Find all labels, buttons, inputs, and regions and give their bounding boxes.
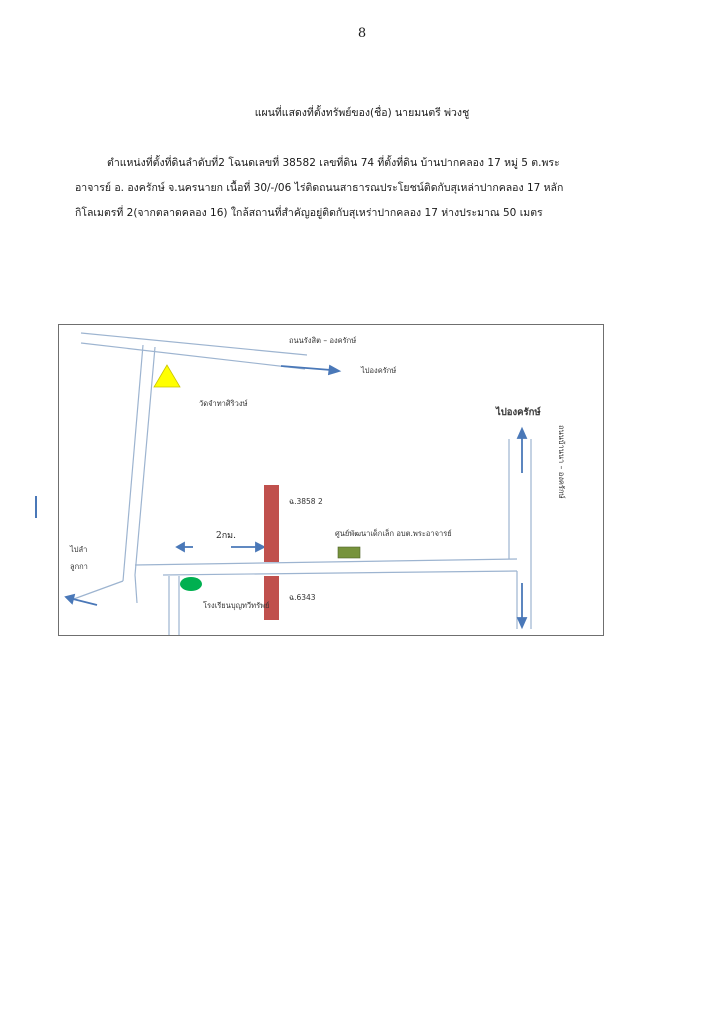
deed-second-label: ฉ.6343 xyxy=(289,593,316,602)
ellipse-icon xyxy=(180,577,202,591)
child-center-label: ศูนย์พัฒนาเด็กเล็ก อบต.พระอาจารย์ xyxy=(335,529,452,538)
to-left-label-2: ลูกกา xyxy=(70,562,88,571)
rectangle-icon xyxy=(338,547,360,558)
distance-label: 2กม. xyxy=(216,531,236,541)
arrow-right-icon xyxy=(231,543,264,551)
arrow-up-icon xyxy=(518,429,526,473)
to-left-label: ไปลำ xyxy=(70,545,88,554)
top-road-label: ถนนรังสิต – องครักษ์ xyxy=(289,336,357,345)
vertical-road-label: ถนนบ้านนา – องครักษ์ xyxy=(557,425,566,499)
page-number: 8 xyxy=(357,26,367,41)
arrow-right-icon xyxy=(281,366,339,374)
left-spur-edge xyxy=(135,575,137,603)
parcel-38582 xyxy=(264,485,279,562)
top-road-edge xyxy=(81,343,305,369)
arrow-left-icon xyxy=(177,543,193,551)
parcel-6343 xyxy=(264,576,279,620)
left-spur-edge xyxy=(71,581,123,600)
left-road-edge xyxy=(135,347,155,575)
arrow-down-icon xyxy=(518,583,526,627)
to-ongkharak-top-label: ไปองครักษ์ xyxy=(361,366,397,375)
left-road-edge xyxy=(123,345,143,581)
paragraph-line: ตำแหน่งที่ตั้งที่ดินลำดับที่2 โฉนดเลขที่ 38582 เลขที่ดิน 74 ที่ตั้งที่ดิน บ้านปากคลอง 17 หมู่ 5 ต.พระ xyxy=(107,157,560,169)
map-drawing xyxy=(59,325,604,636)
main-road-edge xyxy=(163,571,517,575)
location-map xyxy=(58,324,604,636)
school-label: โรงเรียนบุญทวีทรัพย์ xyxy=(203,601,270,610)
roads xyxy=(71,333,531,636)
location-paragraph xyxy=(75,151,665,226)
main-road-edge xyxy=(135,559,517,565)
paragraph-line: อาจารย์ อ. องครักษ์ จ.นครนายก เนื้อที่ 30/-/06 ไร่ติดถนนสาธารณประโยชน์ติดกับสุเหล่าปากคลอง 17 หลัก xyxy=(75,182,564,194)
margin-mark xyxy=(35,496,37,518)
top-road-edge xyxy=(81,333,307,355)
deed-main-label: ฉ.3858 2 xyxy=(289,497,323,506)
document-title: แผนที่แสดงที่ตั้งทรัพย์ของ(ชื่อ) นายมนตรี พ่วงชู xyxy=(254,107,470,119)
paragraph-line: กิโลเมตรที่ 2(จากตลาดคลอง 16) ใกล้สถานที่สำคัญอยู่ติดกับสุเหร่าปากคลอง 17 ห่างประมาณ 50 เมตร xyxy=(75,207,543,219)
triangle-icon xyxy=(154,365,180,387)
temple-label: วัดจำทาศิริวงษ์ xyxy=(199,399,248,408)
to-ongkharak-right-label: ไปองครักษ์ xyxy=(496,407,541,418)
